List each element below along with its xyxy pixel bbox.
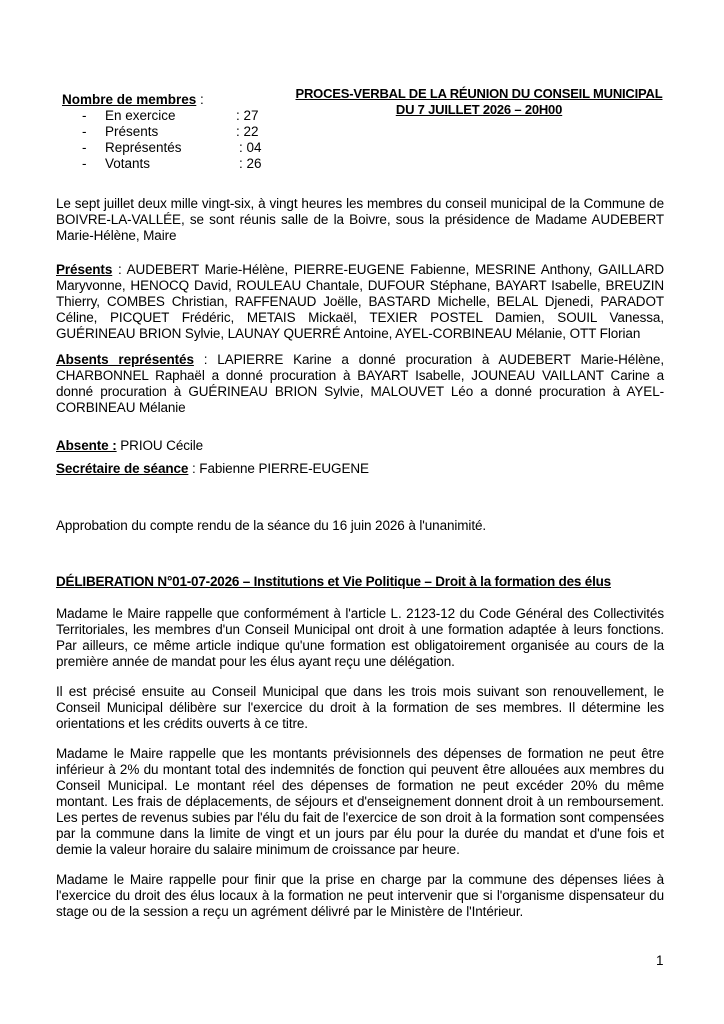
members-row-value: : 27 bbox=[236, 108, 259, 123]
members-title-line bbox=[62, 92, 292, 108]
members-row-representes bbox=[62, 140, 292, 156]
members-row-value: : 04 bbox=[239, 140, 262, 155]
document-title-line-1: PROCES-VERBAL DE LA RÉUNION DU CONSEIL MUNICIPAL bbox=[295, 86, 663, 101]
presents-paragraph bbox=[56, 262, 664, 342]
members-row-value: : 26 bbox=[239, 156, 262, 171]
members-title: Nombre de membres bbox=[62, 92, 197, 107]
members-row-dash: - bbox=[82, 124, 87, 139]
members-row-en-exercice bbox=[62, 108, 292, 124]
deliberation-paragraph-1: Madame le Maire rappelle que conformément à l'article L. 2123-12 du Code Général des Collectivités Territoriales, les membres d'un Conseil Municipal ont droit à une formation adaptée à leurs fonctions. Par ailleurs, ce même article indique qu'une formation est obligatoirement organisée au cours de la première année de mandat pour les élus ayant reçu une délégation. bbox=[56, 606, 664, 669]
absente-text: PRIOU Cécile bbox=[116, 438, 204, 453]
members-row-votants bbox=[62, 156, 292, 172]
approbation-paragraph: Approbation du compte rendu de la séance du 16 juin 2026 à l'unanimité. bbox=[56, 518, 487, 533]
deliberation-title: DÉLIBERATION N°01-07-2026 – Institutions et Vie Politique – Droit à la formation des élus bbox=[56, 574, 611, 589]
secretaire-text: : Fabienne PIERRE-EUGENE bbox=[188, 461, 369, 476]
members-count-block bbox=[62, 92, 292, 172]
presents-label: Présents bbox=[56, 262, 113, 277]
secretaire-paragraph bbox=[56, 461, 664, 477]
members-row-label: En exercice bbox=[105, 108, 176, 123]
presents-text: : AUDEBERT Marie-Hélène, PIERRE-EUGENE Fabienne, MESRINE Anthony, GAILLARD Maryvonne, HENOCQ David, ROULEAU Chantale, DUFOUR Stéphane, BAYART Isabelle, BREUZIN Thierry, COMBES Christian, RAFFENAUD Joëlle, BASTARD Michelle, BELAL Djenedi, PARADOT Céline, PICQUET Frédéric, METAIS Mickaël, TEXIER POSTEL Damien, SOUIL Vanessa, GUÉRINEAU BRION Sylvie, LAUNAY QUERRÉ Antoine, AYEL-CORBINEAU Mélanie, OTT Florian bbox=[56, 262, 664, 341]
members-row-dash: - bbox=[82, 156, 87, 171]
members-title-suffix: : bbox=[196, 92, 204, 107]
document-title bbox=[284, 86, 674, 118]
absents-representes-text: : LAPIERRE Karine a donné procuration à AUDEBERT Marie-Hélène, CHARBONNEL Raphaël a donné procuration à BAYART Isabelle, JOUNEAU VAILLANT Carine a donné procuration à GUÉRINEAU BRION Sylvie, MALOUVET Léo a donné procuration à AYEL-CORBINEAU Mélanie bbox=[56, 352, 664, 415]
secretaire-label: Secrétaire de séance bbox=[56, 461, 189, 476]
absente-label: Absente : bbox=[56, 438, 117, 453]
deliberation-paragraph-3: Madame le Maire rappelle que les montants prévisionnels des dépenses de formation ne peut être inférieur à 2% du montant total des indemnités de fonction qui peuvent être allouées aux membres du Conseil Municipal. Le montant réel des dépenses de formation ne peut excéder 20% du même montant. Les frais de déplacements, de séjours et d'enseignement donnent droit à un remboursement. Les pertes de revenus subies par l'élu du fait de l'exercice de son droit à la formation sont compensées par la commune dans la limite de vingt et un jours par élu pour la durée du mandat et d'une fois et demie la valeur horaire du salaire minimum de croissance par heure. bbox=[56, 746, 664, 857]
page-number: 1 bbox=[656, 953, 664, 968]
members-row-dash: - bbox=[82, 140, 87, 155]
document-title-line-2: DU 7 JUILLET 2026 – 20H00 bbox=[395, 102, 563, 117]
absents-representes-paragraph bbox=[56, 352, 664, 416]
absents-representes-label: Absents représentés bbox=[56, 352, 194, 367]
intro-paragraph: Le sept juillet deux mille vingt-six, à vingt heures les membres du conseil municipal de la Commune de BOIVRE-LA-VALLÉE, se sont réunis salle de la Boivre, sous la présidence de Madame AUDEBERT Marie-Hélène, Maire bbox=[56, 196, 664, 243]
members-row-dash: - bbox=[82, 108, 87, 123]
members-row-label: Présents bbox=[105, 124, 159, 139]
members-row-label: Représentés bbox=[105, 140, 182, 155]
deliberation-paragraph-2: Il est précisé ensuite au Conseil Municipal que dans les trois mois suivant son renouvellement, le Conseil Municipal délibère sur l'exercice du droit à la formation de ses membres. Il détermine les orientations et les crédits ouverts à ce titre. bbox=[56, 684, 664, 731]
members-row-label: Votants bbox=[105, 156, 151, 171]
members-row-presents bbox=[62, 124, 292, 140]
absente-paragraph bbox=[56, 438, 664, 454]
members-row-value: : 22 bbox=[236, 124, 259, 139]
deliberation-paragraph-4: Madame le Maire rappelle pour finir que la prise en charge par la commune des dépenses liées à l'exercice du droit des élus locaux à la formation ne peut intervenir que si l'organisme dispensateur du stage ou de la session a reçu un agrément délivré par le Ministère de l'Intérieur. bbox=[56, 872, 664, 919]
